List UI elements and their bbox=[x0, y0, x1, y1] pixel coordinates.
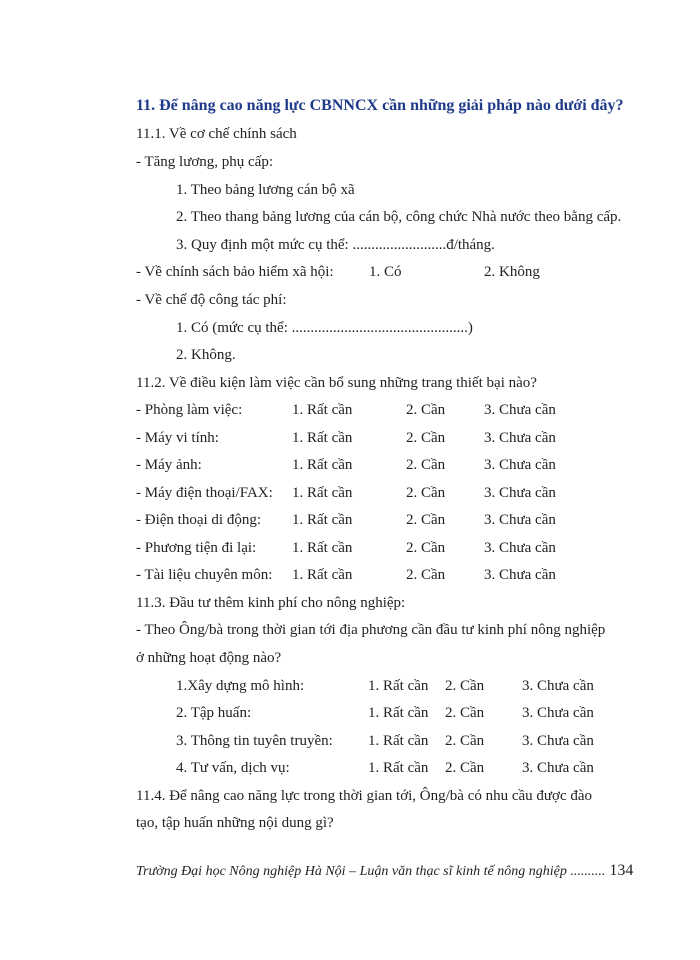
expense-option-1: 1. Có (mức cụ thể: ...............................................) bbox=[176, 320, 473, 336]
option-needed: 2. Cần bbox=[406, 540, 446, 556]
investment-item: 2. Tập huấn: bbox=[176, 705, 252, 721]
equipment-item: - Phòng làm việc: bbox=[136, 402, 243, 418]
investment-item: 3. Thông tin tuyên truyền: bbox=[176, 733, 333, 749]
investment-item: 1.Xây dựng mô hình: bbox=[176, 678, 305, 694]
option-very-needed: 1. Rất cần bbox=[368, 678, 429, 694]
page-footer bbox=[136, 862, 633, 880]
option-not-needed: 3. Chưa cần bbox=[484, 402, 556, 418]
option-needed: 2. Cần bbox=[406, 430, 446, 446]
option-very-needed: 1. Rất cần bbox=[292, 512, 353, 528]
option-not-needed: 3. Chưa cần bbox=[484, 567, 556, 583]
question-11-title: 11. Để nâng cao năng lực CBNNCX cần những giải pháp nào dưới đây? bbox=[136, 97, 624, 114]
insurance-no: 2. Không bbox=[484, 264, 540, 280]
salary-option-1: 1. Theo bảng lương cán bộ xã bbox=[176, 182, 355, 198]
option-not-needed: 3. Chưa cần bbox=[484, 457, 556, 473]
option-not-needed: 3. Chưa cần bbox=[522, 678, 594, 694]
equipment-item: - Máy vi tính: bbox=[136, 430, 219, 446]
option-not-needed: 3. Chưa cần bbox=[522, 705, 594, 721]
option-very-needed: 1. Rất cần bbox=[292, 402, 353, 418]
section-11-2-title: 11.2. Về điều kiện làm việc cần bổ sung những trang thiết bại nào? bbox=[136, 375, 537, 391]
option-not-needed: 3. Chưa cần bbox=[484, 430, 556, 446]
option-not-needed: 3. Chưa cần bbox=[484, 540, 556, 556]
section-11-4-line-1: 11.4. Để nâng cao năng lực trong thời gian tới, Ông/bà có nhu cầu được đào bbox=[136, 788, 593, 804]
option-very-needed: 1. Rất cần bbox=[368, 705, 429, 721]
option-very-needed: 1. Rất cần bbox=[368, 760, 429, 776]
equipment-item: - Máy ảnh: bbox=[136, 457, 202, 473]
footer-text: Trường Đại học Nông nghiệp Hà Nội – Luận văn thạc sĩ kinh tế nông nghiệp .......... bbox=[136, 864, 606, 879]
option-very-needed: 1. Rất cần bbox=[292, 485, 353, 501]
option-needed: 2. Cần bbox=[406, 512, 446, 528]
option-not-needed: 3. Chưa cần bbox=[522, 760, 594, 776]
investment-question-line-1: - Theo Ông/bà trong thời gian tới địa phương cần đầu tư kinh phí nông nghiệp bbox=[136, 622, 606, 638]
equipment-item: - Điện thoại di động: bbox=[136, 512, 261, 528]
option-needed: 2. Cần bbox=[445, 760, 485, 776]
option-not-needed: 3. Chưa cần bbox=[484, 485, 556, 501]
investment-question-line-2: ở những hoạt động nào? bbox=[136, 650, 282, 666]
expense-label: - Về chế độ công tác phí: bbox=[136, 292, 287, 308]
equipment-item: - Máy điện thoại/FAX: bbox=[136, 485, 273, 501]
option-needed: 2. Cần bbox=[406, 402, 446, 418]
investment-item: 4. Tư vấn, dịch vụ: bbox=[176, 760, 290, 776]
option-needed: 2. Cần bbox=[445, 678, 485, 694]
page-number: 134 bbox=[609, 862, 634, 879]
option-very-needed: 1. Rất cần bbox=[292, 457, 353, 473]
option-needed: 2. Cần bbox=[445, 733, 485, 749]
option-very-needed: 1. Rất cần bbox=[368, 733, 429, 749]
equipment-item: - Tài liệu chuyên môn: bbox=[136, 567, 273, 583]
expense-option-2: 2. Không. bbox=[176, 347, 236, 363]
option-very-needed: 1. Rất cần bbox=[292, 430, 353, 446]
option-needed: 2. Cần bbox=[445, 705, 485, 721]
section-11-4-line-2: tạo, tập huấn những nội dung gì? bbox=[136, 815, 334, 831]
section-11-1-title: 11.1. Về cơ chế chính sách bbox=[136, 126, 297, 142]
option-not-needed: 3. Chưa cần bbox=[522, 733, 594, 749]
insurance-label: - Về chính sách bảo hiểm xã hội: bbox=[136, 264, 334, 280]
salary-option-2: 2. Theo thang bảng lương của cán bộ, công chức Nhà nước theo bằng cấp. bbox=[176, 209, 622, 225]
option-very-needed: 1. Rất cần bbox=[292, 540, 353, 556]
section-11-3-title: 11.3. Đầu tư thêm kinh phí cho nông nghiệp: bbox=[136, 595, 406, 611]
salary-label: - Tăng lương, phụ cấp: bbox=[136, 154, 274, 170]
option-needed: 2. Cần bbox=[406, 457, 446, 473]
option-needed: 2. Cần bbox=[406, 567, 446, 583]
salary-option-3: 3. Quy định một mức cụ thể: .........................đ/tháng. bbox=[176, 237, 495, 253]
option-not-needed: 3. Chưa cần bbox=[484, 512, 556, 528]
equipment-item: - Phương tiện đi lại: bbox=[136, 540, 257, 556]
option-needed: 2. Cần bbox=[406, 485, 446, 501]
option-very-needed: 1. Rất cần bbox=[292, 567, 353, 583]
insurance-yes: 1. Có bbox=[369, 264, 402, 280]
